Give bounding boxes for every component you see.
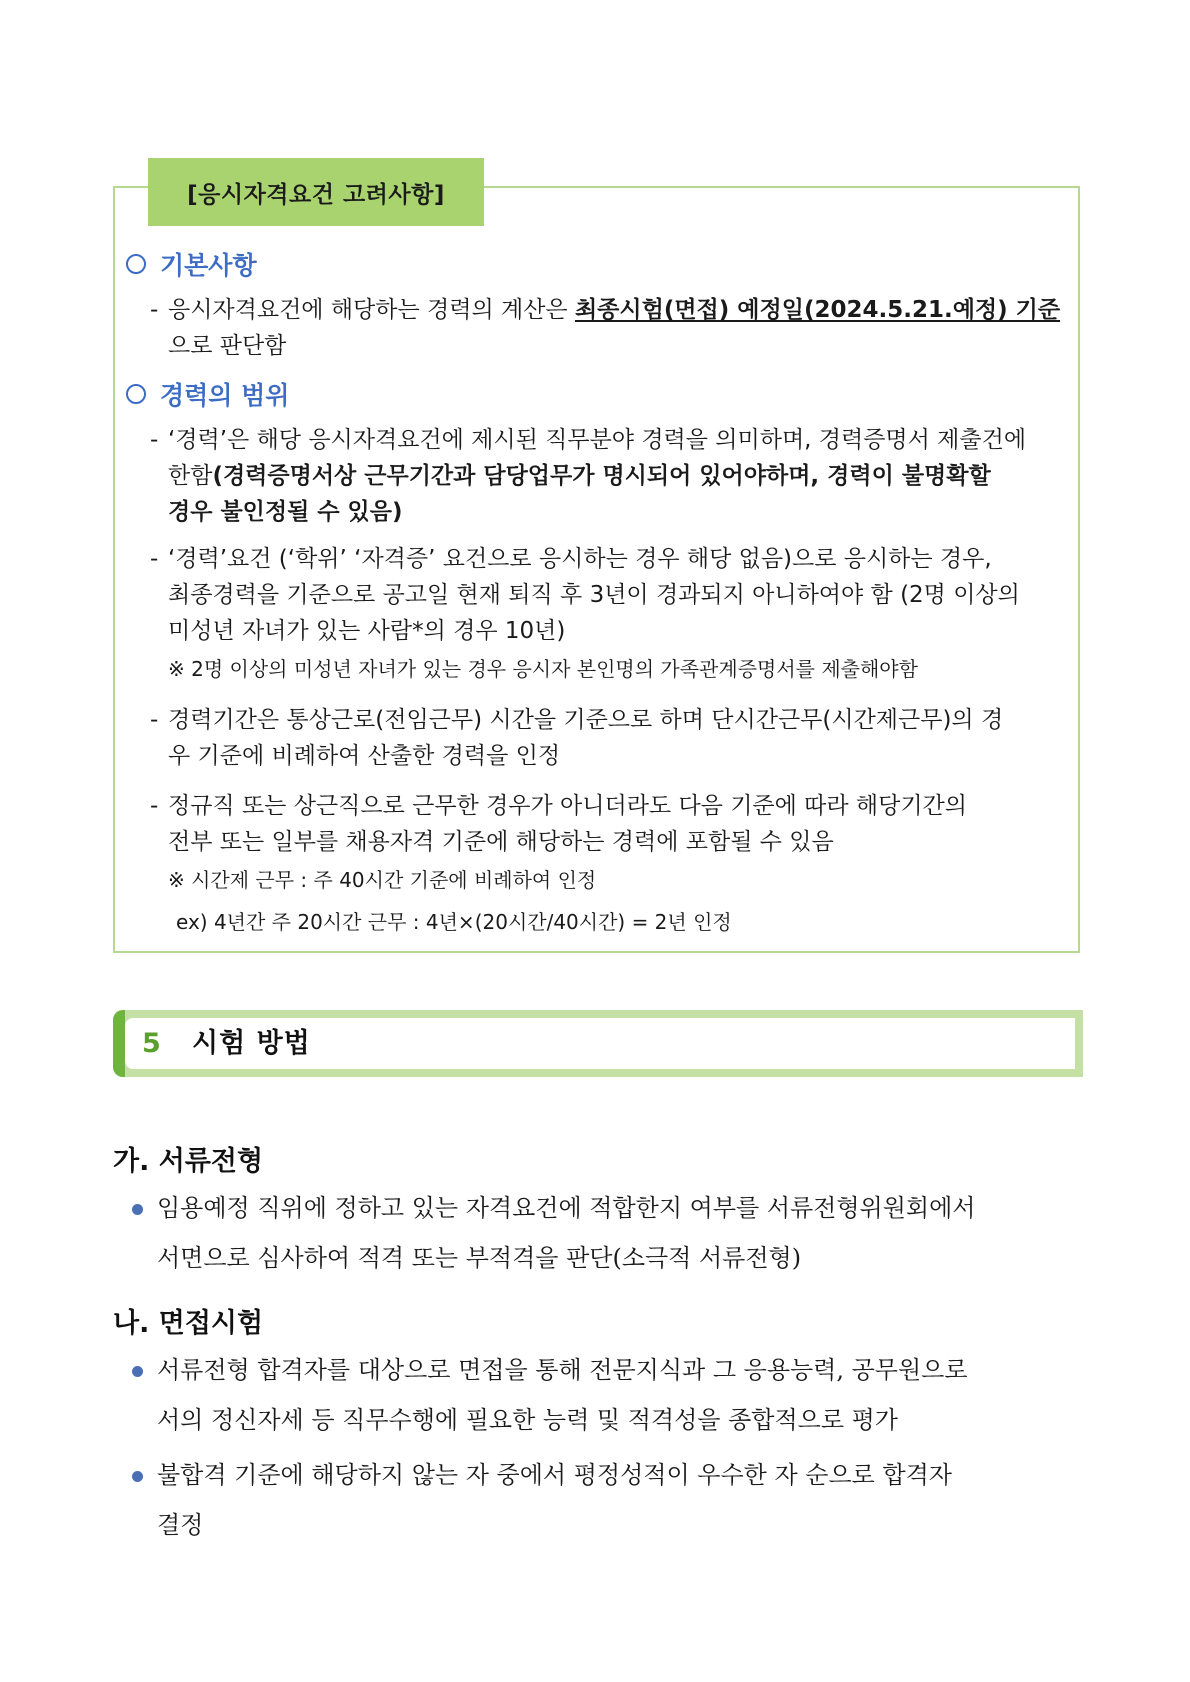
interview-heading: 나. 면접시험	[113, 1308, 264, 1339]
range-item4-note1: ※ 시간제 근무 : 주 40시간 기준에 비례하여 인정	[168, 868, 597, 892]
written-screening-heading: 가. 서류전형	[113, 1146, 264, 1177]
range-item1-line1: - ‘경력’은 해당 응시자격요건에 제시된 직무분야 경력을 의미하며, 경력증명서 제출건에	[150, 427, 1027, 453]
bullet-dot-icon	[132, 1204, 143, 1215]
range-item4-note2: ex) 4년간 주 20시간 근무 : 4년×(20시간/40시간) = 2년 인정	[176, 910, 732, 934]
range-item3-line1: - 경력기간은 통상근로(전임근무) 시간을 기준으로 하며 단시간근무(시간제근무)의 경	[150, 707, 1004, 733]
circle-bullet-icon	[126, 254, 146, 274]
qualification-box-title: [응시자격요건 고려사항]	[148, 158, 484, 226]
bullet-dot-icon	[132, 1366, 143, 1377]
interview-b2-line-1: 불합격 기준에 해당하지 않는 자 중에서 평정성적이 우수한 자 순으로 합격자	[157, 1461, 952, 1489]
range-item4-line2: 전부 또는 일부를 채용자격 기준에 해당하는 경력에 포함될 수 있음	[168, 829, 834, 855]
section-5-title: 시험 방법	[192, 1028, 311, 1059]
range-item2-line2: 최종경력을 기준으로 공고일 현재 퇴직 후 3년이 경과되지 아니하여야 함 (2명 이상의	[168, 582, 1020, 608]
range-item1-line2: 한함(경력증명서상 근무기간과 담당업무가 명시되어 있어야하며, 경력이 불명확할	[168, 463, 991, 489]
exam-date-criterion: 최종시험(면접) 예정일(2024.5.21.예정) 기준	[574, 297, 1061, 323]
bullet-dot-icon	[132, 1471, 143, 1482]
circle-bullet-icon	[126, 384, 146, 404]
written-line-1: 임용예정 직위에 정하고 있는 자격요건에 적합한지 여부를 서류전형위원회에서	[157, 1194, 976, 1222]
interview-b1-line-2: 서의 정신자세 등 직무수행에 필요한 능력 및 적격성을 종합적으로 평가	[157, 1406, 898, 1434]
basic-line-1: - 응시자격요건에 해당하는 경력의 계산은 최종시험(면접) 예정일(2024.5.21.예정) 기준	[150, 297, 1061, 323]
range-item1-line3: 경우 불인정될 수 있음)	[168, 499, 403, 525]
career-range-heading: 경력의 범위	[126, 376, 289, 412]
range-item2-line1: - ‘경력’요건 (‘학위’ ‘자격증’ 요건으로 응시하는 경우 해당 없음)으로 응시하는 경우,	[150, 546, 992, 572]
interview-b2-line-2: 결정	[157, 1511, 204, 1539]
section-5-accent	[113, 1010, 125, 1077]
range-item4-line1: - 정규직 또는 상근직으로 근무한 경우가 아니더라도 다음 기준에 따라 해당기간의	[150, 793, 967, 819]
range-item2-note: ※ 2명 이상의 미성년 자녀가 있는 경우 응시자 본인명의 가족관계증명서를 제출해야함	[168, 657, 918, 681]
section-5-number: 5	[142, 1028, 161, 1059]
range-item2-line3: 미성년 자녀가 있는 사람*의 경우 10년)	[168, 618, 566, 644]
basic-line-2: 으로 판단함	[168, 333, 287, 359]
interview-b1-line-1: 서류전형 합격자를 대상으로 면접을 통해 전문지식과 그 응용능력, 공무원으로	[157, 1356, 968, 1384]
basic-heading: 기본사항	[126, 246, 257, 282]
written-line-2: 서면으로 심사하여 적격 또는 부적격을 판단(소극적 서류전형)	[157, 1244, 802, 1272]
range-item3-line2: 우 기준에 비례하여 산출한 경력을 인정	[168, 743, 561, 769]
